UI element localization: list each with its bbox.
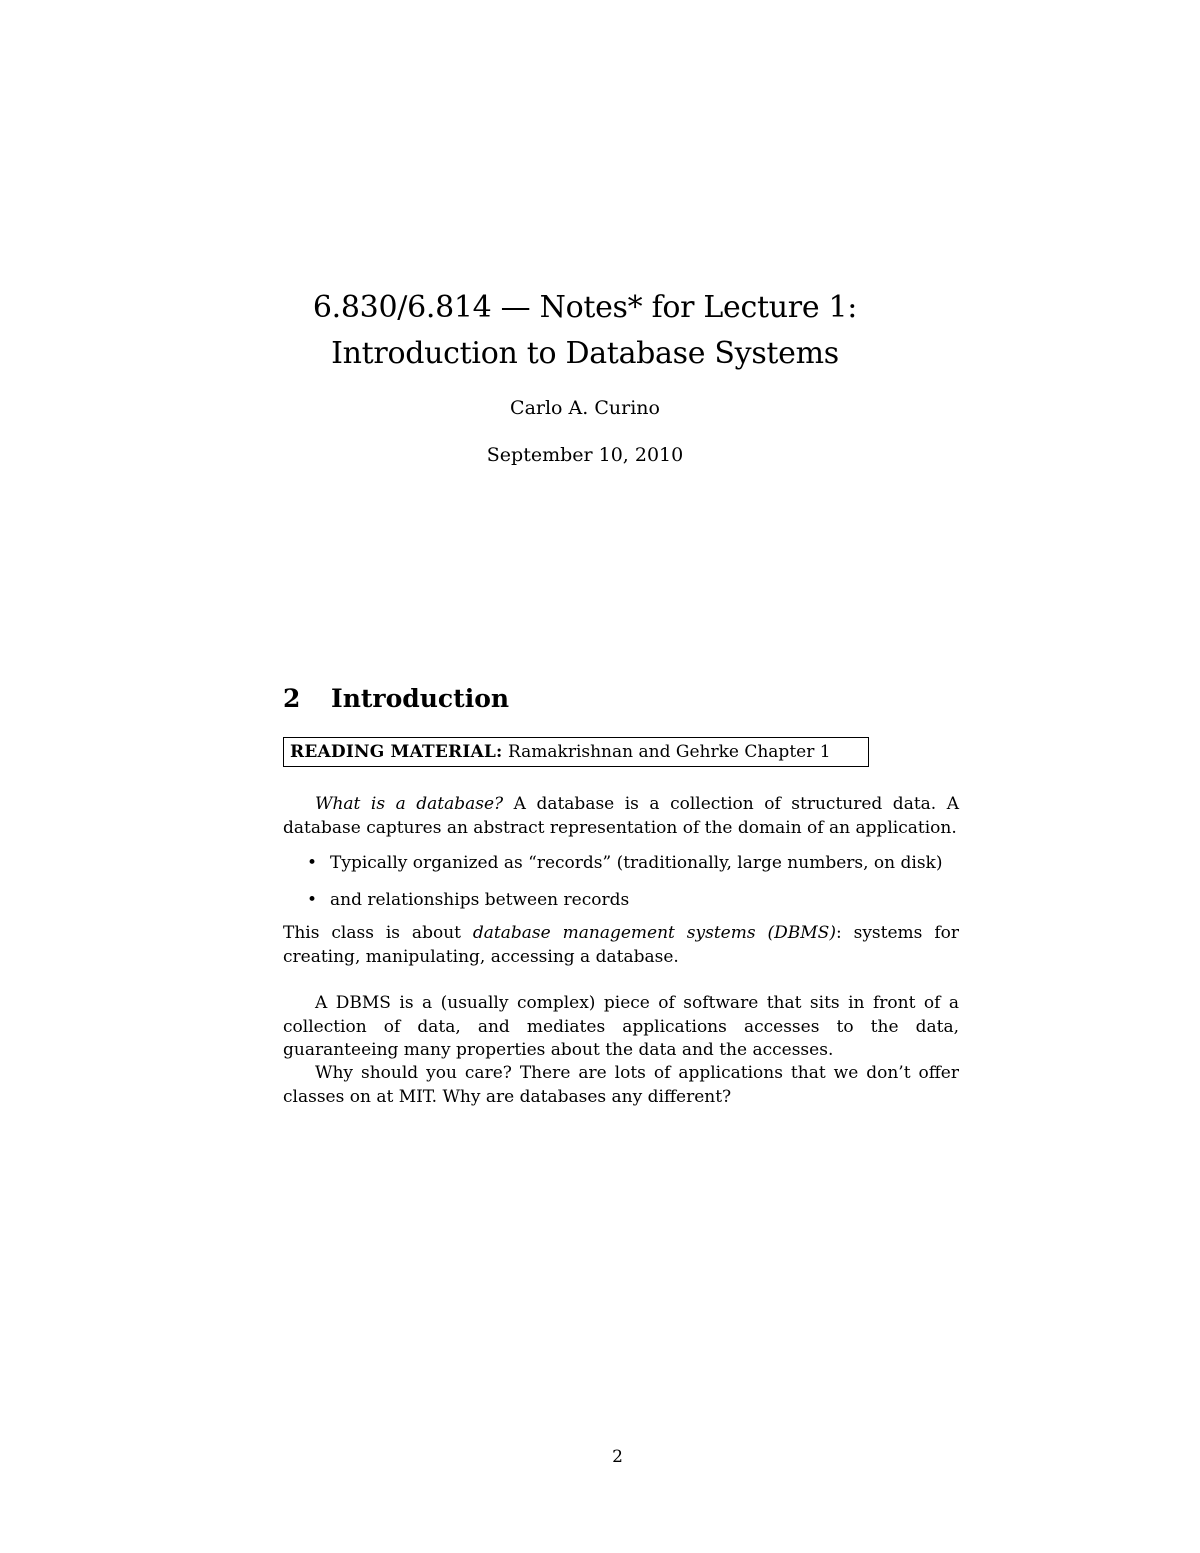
paragraph-why-care: Why should you care? There are lots of applications that we don’t offer classes on at MIT. Why are databases any different?	[283, 1063, 959, 1107]
list-item: • Typically organized as “records” (traditionally, large numbers, on disk)	[283, 852, 959, 876]
bullet-icon: •	[307, 889, 318, 910]
title-line-2: Introduction to Database Systems	[331, 336, 839, 371]
section-number: 2	[283, 684, 301, 713]
paragraph-what-is-database	[283, 793, 959, 840]
reading-material-box	[283, 737, 869, 767]
page-number: 2	[612, 1447, 623, 1467]
dbms-term: database management systems (DBMS)	[472, 923, 836, 943]
author: Carlo A. Curino	[510, 397, 660, 419]
title-line-1: 6.830/6.814 — Notes* for Lecture 1:	[312, 290, 858, 325]
question-text: What is a database?	[315, 794, 504, 814]
reading-text: Ramakrishnan and Gehrke Chapter 1	[507, 742, 831, 762]
list-item: • and relationships between records	[283, 889, 959, 913]
document-title	[0, 285, 1170, 377]
paragraph-dbms-definition: A DBMS is a (usually complex) piece of software that sits in front of a collection of data, and mediates applications accesses to the data, guaranteeing many properties about the data and the accesses.	[283, 993, 959, 1060]
bullet-icon: •	[307, 853, 318, 873]
date: September 10, 2010	[486, 444, 684, 466]
paragraph-text: A database is a collection of structured data. A database captures an abstract representation of the domain of an application.	[283, 794, 959, 838]
section-heading	[283, 684, 509, 713]
bullet-list	[283, 852, 959, 925]
paragraph-dbms-class: This class is about database management systems (DBMS): systems for creating, manipulating, accessing a database.	[283, 923, 959, 967]
reading-label: READING MATERIAL:	[290, 742, 503, 762]
section-title: Introduction	[331, 684, 510, 713]
